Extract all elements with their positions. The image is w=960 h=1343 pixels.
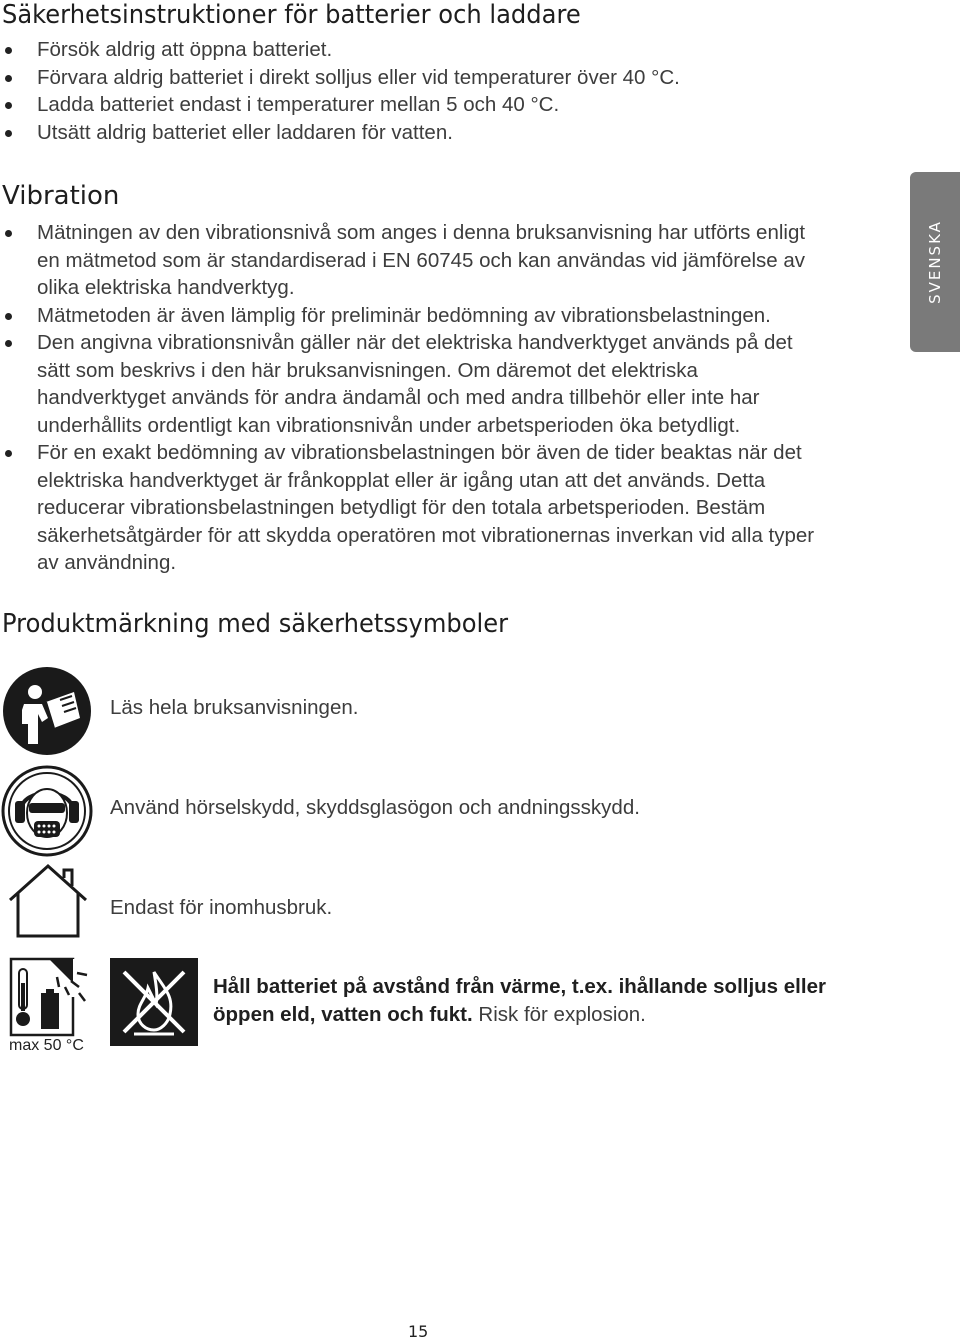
list-item: För en exakt bedömning av vibrationsbelastningen bör även de tider beaktas när det elektriska handverktyget är frånkopplat eller är igång utan att det används. Detta reducerar vibrationsbelastningen betydligt för den totala arbetsperioden. Bestäm säkerhetsåtgärder för att skydda operatören mot vibrationernas inverkan vid alla typer av användning.	[0, 439, 830, 577]
indoor-text: Endast för inomhusbruk.	[110, 896, 333, 919]
max-temperature-icon	[9, 957, 93, 1037]
list-item: Försök aldrig att öppna batteriet.	[0, 36, 760, 64]
heat-warning-bold: Håll batteriet på avstånd från värme, t.ex. ihållande solljus eller öppen eld, vatten och fukt.	[213, 975, 826, 1026]
max-temperature-label: max 50 °C	[9, 1037, 84, 1054]
list-item: Den angivna vibrationsnivån gäller när det elektriska handverktyget används på det sätt som beskrivs i den här bruksanvisningen. Om däremot det elektriska handverktyget används för andra ändamål och med andra tillbehör eller inte har underhållits ordentligt kan vibrationsnivån under arbetsperioden öka betydligt.	[0, 329, 830, 439]
no-fire-icon	[110, 958, 198, 1046]
battery-safety-list	[0, 36, 760, 146]
page-number: 15	[408, 1322, 429, 1341]
indoor-house-icon	[6, 862, 90, 938]
language-tab-label: SVENSKA	[926, 220, 944, 304]
list-item: Ladda batteriet endast i temperaturer mellan 5 och 40 °C.	[0, 91, 760, 119]
heat-warning-text	[213, 973, 853, 1029]
explosion-risk-text: Risk för explosion.	[472, 1003, 646, 1026]
list-item: Mätningen av den vibrationsnivå som anges i denna bruksanvisning har utförts enligt en mätmetod som är standardiserad i EN 60745 och kan användas vid jämförelse av olika elektriska handverktyg.	[0, 219, 830, 302]
vibration-list	[0, 219, 830, 577]
heading-battery-safety: Säkerhetsinstruktioner för batterier och laddare	[2, 0, 581, 30]
list-item: Förvara aldrig batteriet i direkt solljus eller vid temperaturer över 40 °C.	[0, 64, 760, 92]
list-item: Utsätt aldrig batteriet eller laddaren för vatten.	[0, 119, 760, 147]
heading-safety-symbols: Produktmärkning med säkerhetssymboler	[2, 609, 509, 639]
read-manual-icon	[2, 666, 92, 756]
heading-vibration: Vibration	[2, 181, 120, 211]
read-manual-text: Läs hela bruksanvisningen.	[110, 696, 359, 719]
protection-text: Använd hörselskydd, skyddsglasögon och andningsskydd.	[110, 796, 640, 819]
list-item: Mätmetoden är även lämplig för preliminär bedömning av vibrationsbelastningen.	[0, 302, 830, 330]
protective-equipment-icon	[1, 765, 93, 857]
